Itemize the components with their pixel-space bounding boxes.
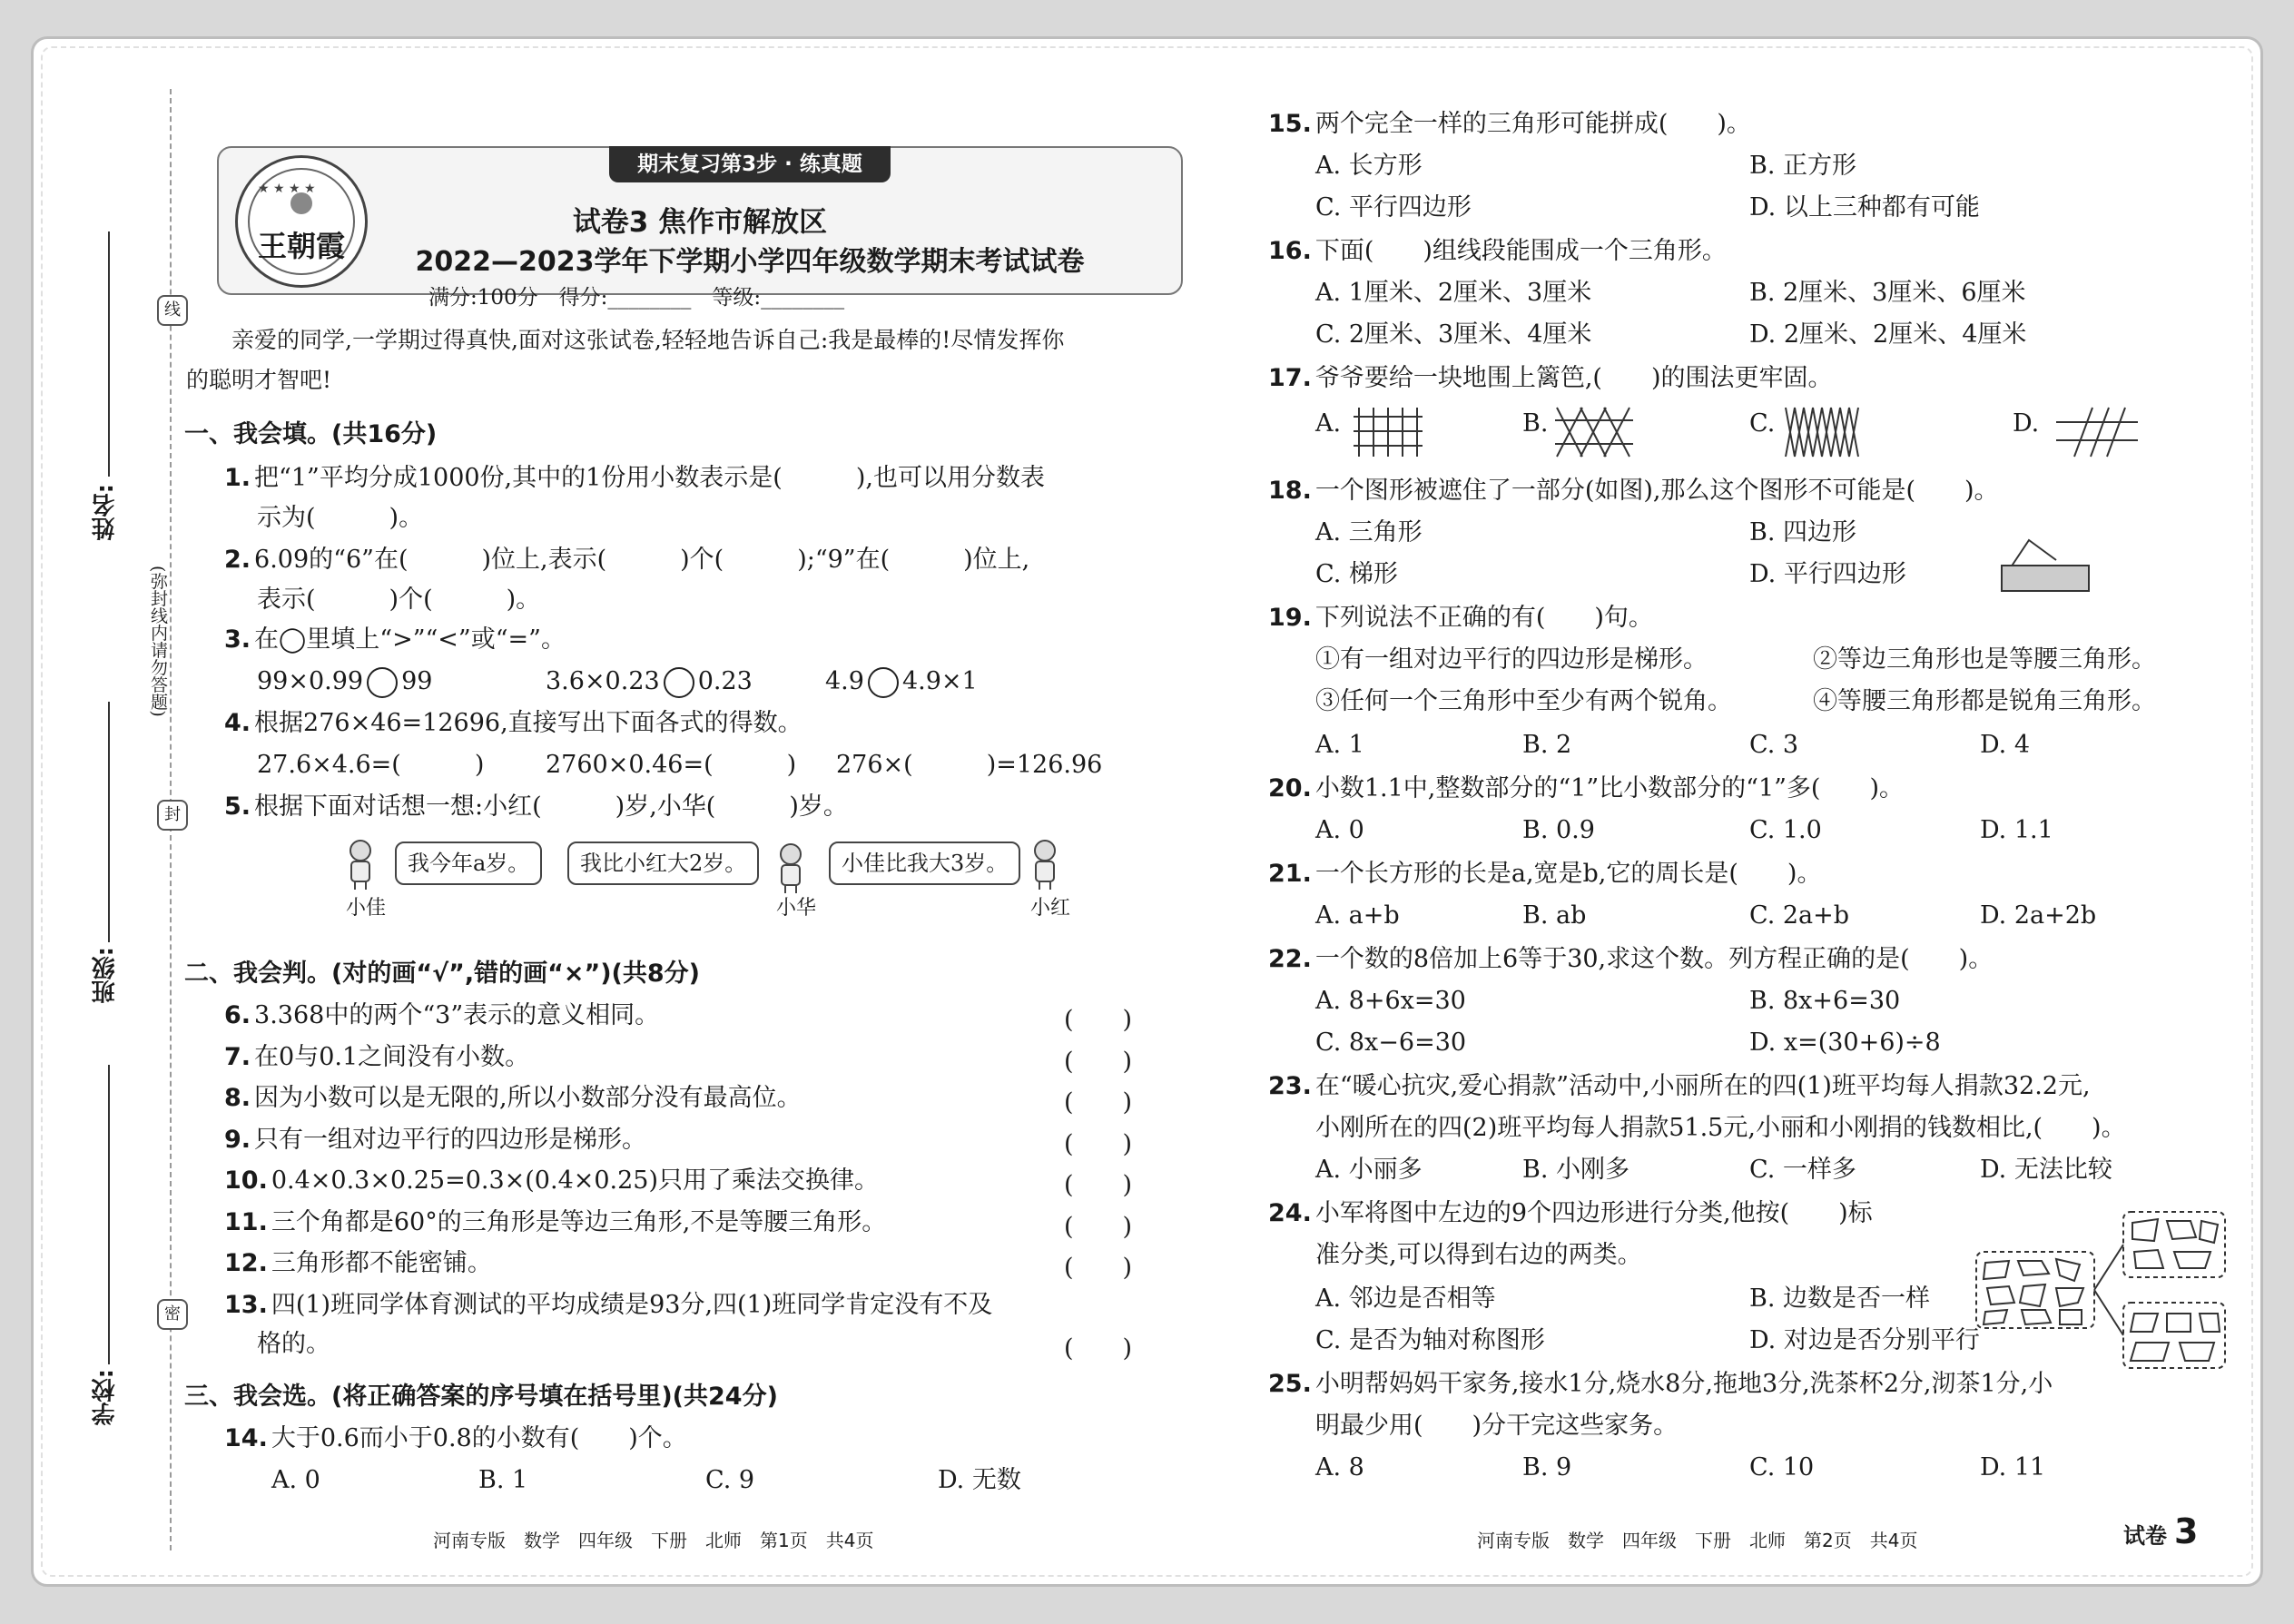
q23-cont: 小刚所在的四(2)班平均每人捐款51.5元,小丽和小刚捐的钱数相比,( )。 bbox=[1315, 1114, 2126, 1142]
q15 bbox=[1268, 108, 1751, 141]
q20-opt-c[interactable]: C. 1.0 bbox=[1749, 816, 1822, 844]
q23-opt-c[interactable]: C. 一样多 bbox=[1749, 1156, 1856, 1184]
compare-circle[interactable] bbox=[868, 667, 899, 698]
kid-xiaohong-icon bbox=[1025, 838, 1065, 891]
q3-right: 0.23 bbox=[697, 667, 753, 695]
kid-name-xiaohua: 小华 bbox=[776, 897, 817, 920]
judge-question bbox=[224, 1289, 992, 1322]
q3-left: 3.6×0.23 bbox=[546, 667, 660, 695]
q3-left: 99×0.99 bbox=[257, 667, 364, 695]
exam-sheet bbox=[31, 36, 2263, 1587]
q19-stmt-3: ③任何一个三角形中至少有两个锐角。 bbox=[1315, 687, 1732, 715]
judge-question-number: 13. bbox=[224, 1290, 268, 1319]
judge-question-text: 四(1)班同学体育测试的平均成绩是93分,四(1)班同学肯定没有不及 bbox=[271, 1290, 993, 1319]
judge-question-number: 6. bbox=[224, 1001, 251, 1029]
judge-question bbox=[224, 999, 659, 1032]
q16-opt-d[interactable]: D. 2厘米、2厘米、4厘米 bbox=[1749, 320, 2027, 349]
intro-line-2: 的聪明才智吧! bbox=[186, 367, 332, 393]
q21-opt-d[interactable]: D. 2a+2b bbox=[1980, 901, 2097, 930]
q4-item-1: 27.6×4.6=( ) bbox=[257, 751, 485, 779]
q23 bbox=[1268, 1070, 2091, 1103]
judge-question-number: 8. bbox=[224, 1084, 251, 1112]
q25-opt-a[interactable]: A. 8 bbox=[1315, 1453, 1364, 1481]
q22-opt-b[interactable]: B. 8x+6=30 bbox=[1749, 987, 1901, 1015]
fence-triangle-pattern-icon bbox=[1784, 406, 1862, 458]
q13-cont: 格的。 bbox=[257, 1330, 330, 1358]
seal-mark-top: 线 bbox=[157, 295, 188, 326]
exam-subtitle: 2022—2023学年下学期小学四年级数学期末考试试卷 bbox=[415, 246, 1085, 278]
q23-opt-a[interactable]: A. 小丽多 bbox=[1315, 1156, 1423, 1184]
q25-opt-c[interactable]: C. 10 bbox=[1749, 1453, 1815, 1481]
q5-text: 根据下面对话想一想:小红( )岁,小华( )岁。 bbox=[254, 792, 848, 821]
judge-question bbox=[224, 1124, 646, 1156]
judge-answer-paren[interactable]: ( ) bbox=[1064, 1129, 1133, 1158]
kid-xiaojia-icon bbox=[340, 838, 380, 891]
q15-opt-b[interactable]: B. 正方形 bbox=[1749, 152, 1857, 180]
kid-xiaohua-icon bbox=[771, 842, 811, 894]
q21-opt-c[interactable]: C. 2a+b bbox=[1749, 901, 1850, 930]
intro-line-1: 亲爱的同学,一学期过得真快,面对这张试卷,轻轻地告诉自己:我是最棒的!尽情发挥你 bbox=[231, 327, 1065, 353]
seal-notice: (弥封线内请勿答题) bbox=[148, 566, 168, 717]
judge-question bbox=[224, 1247, 492, 1280]
q21-number: 21. bbox=[1268, 860, 1312, 888]
q20-text: 小数1.1中,整数部分的“1”比小数部分的“1”多( )。 bbox=[1314, 774, 1905, 802]
bubble-xiaohong: 小佳比我大3岁。 bbox=[829, 842, 1020, 885]
fence-parallelogram-pattern-icon bbox=[2056, 406, 2138, 458]
q18-opt-a[interactable]: A. 三角形 bbox=[1315, 518, 1423, 546]
q3-right: 4.9×1 bbox=[901, 667, 978, 695]
judge-question-text: 在0与0.1之间没有小数。 bbox=[254, 1042, 530, 1071]
q3-number: 3. bbox=[224, 625, 251, 654]
q16-opt-b[interactable]: B. 2厘米、3厘米、6厘米 bbox=[1749, 279, 2026, 307]
footer-left: 河南专版 数学 四年级 下册 北师 第1页 共4页 bbox=[433, 1530, 874, 1551]
q19-opt-d[interactable]: D. 4 bbox=[1980, 731, 2031, 759]
q24-opt-a[interactable]: A. 邻边是否相等 bbox=[1315, 1284, 1496, 1313]
q14-opt-c[interactable]: C. 9 bbox=[705, 1466, 755, 1494]
q22-number: 22. bbox=[1268, 945, 1312, 973]
q18-text: 一个图形被遮住了一部分(如图),那么这个图形不可能是( )。 bbox=[1314, 477, 1999, 505]
q3-item-2 bbox=[546, 665, 753, 698]
q14 bbox=[224, 1422, 687, 1455]
q25-cont: 明最少用( )分干完这些家务。 bbox=[1315, 1412, 1679, 1440]
q17-opt-a[interactable]: A. bbox=[1315, 409, 1342, 438]
section-1-title: 一、我会填。(共16分) bbox=[184, 420, 438, 448]
q25 bbox=[1268, 1368, 2053, 1401]
judge-question-text: 三角形都不能密铺。 bbox=[271, 1249, 492, 1277]
q17-opt-b[interactable]: B. bbox=[1522, 409, 1549, 438]
q3-item-1 bbox=[257, 665, 432, 698]
q21-text: 一个长方形的长是a,宽是b,它的周长是( )。 bbox=[1314, 860, 1822, 888]
q19-stmt-2: ②等边三角形也是等腰三角形。 bbox=[1813, 645, 2156, 674]
q17-opt-d[interactable]: D. bbox=[2013, 409, 2040, 438]
q14-text: 大于0.6而小于0.8的小数有( )个。 bbox=[271, 1424, 687, 1452]
q22 bbox=[1268, 943, 1993, 976]
covered-shape-icon bbox=[1998, 535, 2092, 595]
kid-name-xiaojia: 小佳 bbox=[346, 897, 387, 920]
school-label: 学校: bbox=[92, 1369, 119, 1426]
compare-circle[interactable] bbox=[664, 667, 694, 698]
q3-item-3 bbox=[825, 665, 978, 698]
q19-number: 19. bbox=[1268, 604, 1312, 632]
q23-text: 在“暖心抗灾,爱心捐款”活动中,小丽所在的四(1)班平均每人捐款32.2元, bbox=[1314, 1072, 2091, 1100]
q14-opt-b[interactable]: B. 1 bbox=[478, 1466, 528, 1494]
q14-opt-a[interactable]: A. 0 bbox=[271, 1466, 320, 1494]
q20-opt-a[interactable]: A. 0 bbox=[1315, 816, 1364, 844]
q17 bbox=[1268, 362, 1833, 395]
q4-text: 根据276×46=12696,直接写出下面各式的得数。 bbox=[254, 709, 802, 737]
paper-badge bbox=[2123, 1511, 2198, 1551]
judge-question-number: 7. bbox=[224, 1042, 251, 1071]
q21 bbox=[1268, 858, 1821, 891]
judge-question-text: 只有一组对边平行的四边形是梯形。 bbox=[254, 1125, 647, 1154]
q17-opt-c[interactable]: C. bbox=[1749, 409, 1776, 438]
bubble-xiaohua: 我比小红大2岁。 bbox=[567, 842, 759, 885]
q14-opt-d[interactable]: D. 无数 bbox=[938, 1466, 1021, 1494]
exam-title: 试卷3 焦作市解放区 bbox=[572, 206, 828, 239]
q20 bbox=[1268, 773, 1904, 805]
q20-opt-b[interactable]: B. 0.9 bbox=[1522, 816, 1595, 844]
judge-question-text: 因为小数可以是无限的,所以小数部分没有最高位。 bbox=[254, 1084, 802, 1112]
q19 bbox=[1268, 602, 1653, 635]
q4-item-3: 276×( )=126.96 bbox=[836, 751, 1103, 779]
q2-cont: 表示( )个( )。 bbox=[257, 586, 541, 614]
q19-stmt-4: ④等腰三角形都是锐角三角形。 bbox=[1813, 687, 2156, 715]
q1-cont: 示为( )。 bbox=[257, 504, 424, 532]
q20-number: 20. bbox=[1268, 774, 1312, 802]
q16 bbox=[1268, 235, 1727, 268]
bubble-xiaojia: 我今年a岁。 bbox=[395, 842, 542, 885]
judge-answer-q13[interactable]: ( ) bbox=[1064, 1334, 1133, 1363]
step-banner: 期末复习第3步 · 练真题 bbox=[609, 146, 891, 182]
q3 bbox=[224, 624, 566, 656]
q4 bbox=[224, 707, 802, 740]
q1 bbox=[224, 462, 1045, 495]
judge-question bbox=[224, 1165, 879, 1197]
score-line: 满分:100分 得分:________ 等级:________ bbox=[428, 286, 845, 310]
judge-answer-paren[interactable]: ( ) bbox=[1064, 1006, 1133, 1034]
q24-text: 小军将图中左边的9个四边形进行分类,他按( )标 bbox=[1314, 1199, 1873, 1227]
q15-number: 15. bbox=[1268, 110, 1312, 138]
q5-number: 5. bbox=[224, 792, 251, 821]
q25-opt-b[interactable]: B. 9 bbox=[1522, 1453, 1572, 1481]
kid-name-xiaohong: 小红 bbox=[1030, 897, 1071, 920]
q19-opt-c[interactable]: C. 3 bbox=[1749, 731, 1799, 759]
judge-answer-paren[interactable]: ( ) bbox=[1064, 1047, 1133, 1076]
q18-number: 18. bbox=[1268, 477, 1312, 505]
judge-question-number: 12. bbox=[224, 1249, 268, 1277]
q16-opt-c[interactable]: C. 2厘米、3厘米、4厘米 bbox=[1315, 320, 1592, 349]
judge-question-text: 3.368中的两个“3”表示的意义相同。 bbox=[254, 1001, 660, 1029]
paper-badge-text: 试卷 bbox=[2123, 1523, 2167, 1549]
school-field[interactable] bbox=[108, 1065, 110, 1364]
q19-text: 下列说法不正确的有( )句。 bbox=[1314, 604, 1653, 632]
fence-x-pattern-icon bbox=[1555, 406, 1633, 458]
q18 bbox=[1268, 475, 1999, 507]
q16-text: 下面( )组线段能围成一个三角形。 bbox=[1314, 237, 1727, 265]
q22-opt-a[interactable]: A. 8+6x=30 bbox=[1315, 987, 1466, 1015]
judge-question bbox=[224, 1041, 529, 1074]
q1-number: 1. bbox=[224, 464, 251, 492]
svg-text:★ ★ ★ ★: ★ ★ ★ ★ bbox=[258, 182, 316, 196]
name-label: 姓名: bbox=[92, 484, 119, 541]
q18-opt-d[interactable]: D. 平行四边形 bbox=[1749, 560, 1906, 588]
q24-cont: 准分类,可以得到右边的两类。 bbox=[1315, 1241, 1642, 1269]
judge-answer-paren[interactable]: ( ) bbox=[1064, 1171, 1133, 1199]
q14-number: 14. bbox=[224, 1424, 268, 1452]
q22-opt-d[interactable]: D. x=(30+6)÷8 bbox=[1749, 1029, 1941, 1057]
fence-square-grid-icon bbox=[1352, 406, 1424, 458]
seal-mark-bot: 密 bbox=[157, 1299, 188, 1330]
q24-opt-b[interactable]: B. 边数是否一样 bbox=[1749, 1284, 1931, 1313]
q15-opt-d[interactable]: D. 以上三种都有可能 bbox=[1749, 193, 1980, 221]
q16-opt-a[interactable]: A. 1厘米、2厘米、3厘米 bbox=[1315, 279, 1592, 307]
q24 bbox=[1268, 1197, 1873, 1230]
logo-text: 王朝霞 bbox=[257, 229, 345, 263]
q18-opt-c[interactable]: C. 梯形 bbox=[1315, 560, 1398, 588]
paper-badge-number: 3 bbox=[2174, 1511, 2199, 1551]
seal-mark-mid: 封 bbox=[157, 800, 188, 831]
q5 bbox=[224, 791, 848, 823]
exam-header bbox=[217, 146, 1183, 295]
section-2-title: 二、我会判。(对的画“√”,错的画“×”)(共8分) bbox=[184, 960, 701, 988]
q20-opt-d[interactable]: D. 1.1 bbox=[1980, 816, 2053, 844]
judge-question-number: 9. bbox=[224, 1125, 251, 1154]
q25-opt-d[interactable]: D. 11 bbox=[1980, 1453, 2046, 1481]
judge-answer-paren[interactable]: ( ) bbox=[1064, 1088, 1133, 1117]
judge-question-text: 三个角都是60°的三角形是等边三角形,不是等腰三角形。 bbox=[271, 1207, 887, 1236]
q2-text: 6.09的“6”在( )位上,表示( )个( );“9”在( )位上, bbox=[254, 546, 1030, 574]
q24-opt-d[interactable]: D. 对边是否分别平行 bbox=[1749, 1326, 1980, 1354]
q15-opt-c[interactable]: C. 平行四边形 bbox=[1315, 193, 1472, 221]
class-field[interactable] bbox=[108, 702, 110, 942]
q22-text: 一个数的8倍加上6等于30,求这个数。列方程正确的是( )。 bbox=[1314, 945, 1994, 973]
q21-opt-a[interactable]: A. a+b bbox=[1315, 901, 1400, 930]
q16-number: 16. bbox=[1268, 237, 1312, 265]
judge-question bbox=[224, 1206, 886, 1239]
q22-opt-c[interactable]: C. 8x−6=30 bbox=[1315, 1029, 1467, 1057]
q4-item-2: 2760×0.46=( ) bbox=[546, 751, 797, 779]
name-field[interactable] bbox=[108, 231, 110, 477]
q25-text: 小明帮妈妈干家务,接水1分,烧水8分,拖地3分,洗茶杯2分,沏茶1分,小 bbox=[1314, 1370, 2053, 1398]
q23-opt-d[interactable]: D. 无法比较 bbox=[1980, 1156, 2112, 1184]
q23-opt-b[interactable]: B. 小刚多 bbox=[1522, 1156, 1630, 1184]
q2-number: 2. bbox=[224, 546, 251, 574]
quadrilateral-sort-figure-icon bbox=[1973, 1208, 2229, 1372]
q17-text: 爷爷要给一块地围上篱笆,( )的围法更牢固。 bbox=[1314, 364, 1833, 392]
q19-opt-b[interactable]: B. 2 bbox=[1522, 731, 1572, 759]
q23-number: 23. bbox=[1268, 1072, 1312, 1100]
q19-stmt-1: ①有一组对边平行的四边形是梯形。 bbox=[1315, 645, 1708, 674]
q21-opt-b[interactable]: B. ab bbox=[1522, 901, 1587, 930]
q24-opt-c[interactable]: C. 是否为轴对称图形 bbox=[1315, 1326, 1545, 1354]
judge-question-number: 11. bbox=[224, 1207, 268, 1236]
q15-opt-a[interactable]: A. 长方形 bbox=[1315, 152, 1423, 180]
judge-answer-paren[interactable]: ( ) bbox=[1064, 1254, 1133, 1282]
q15-text: 两个完全一样的三角形可能拼成( )。 bbox=[1314, 110, 1751, 138]
section-3-title: 三、我会选。(将正确答案的序号填在括号里)(共24分) bbox=[184, 1383, 778, 1411]
q3-left: 4.9 bbox=[825, 667, 864, 695]
q2 bbox=[224, 544, 1029, 576]
q3-right: 99 bbox=[401, 667, 433, 695]
footer-right: 河南专版 数学 四年级 下册 北师 第2页 共4页 bbox=[1477, 1530, 1918, 1551]
q25-number: 25. bbox=[1268, 1370, 1312, 1398]
q18-opt-b[interactable]: B. 四边形 bbox=[1749, 518, 1857, 546]
q24-number: 24. bbox=[1268, 1199, 1312, 1227]
compare-circle[interactable] bbox=[367, 667, 398, 698]
q17-number: 17. bbox=[1268, 364, 1312, 392]
judge-question-text: 0.4×0.3×0.25=0.3×(0.4×0.25)只用了乘法交换律。 bbox=[271, 1166, 880, 1195]
judge-question bbox=[224, 1082, 802, 1115]
q1-text: 把“1”平均分成1000份,其中的1份用小数表示是( ),也可以用分数表 bbox=[254, 464, 1045, 492]
q3-text: 在◯里填上“>”“<”或“=”。 bbox=[254, 625, 566, 654]
q19-opt-a[interactable]: A. 1 bbox=[1315, 731, 1364, 759]
judge-answer-paren[interactable]: ( ) bbox=[1064, 1212, 1133, 1241]
judge-question-number: 10. bbox=[224, 1166, 268, 1195]
class-label: 班级: bbox=[92, 947, 119, 1004]
q4-number: 4. bbox=[224, 709, 251, 737]
